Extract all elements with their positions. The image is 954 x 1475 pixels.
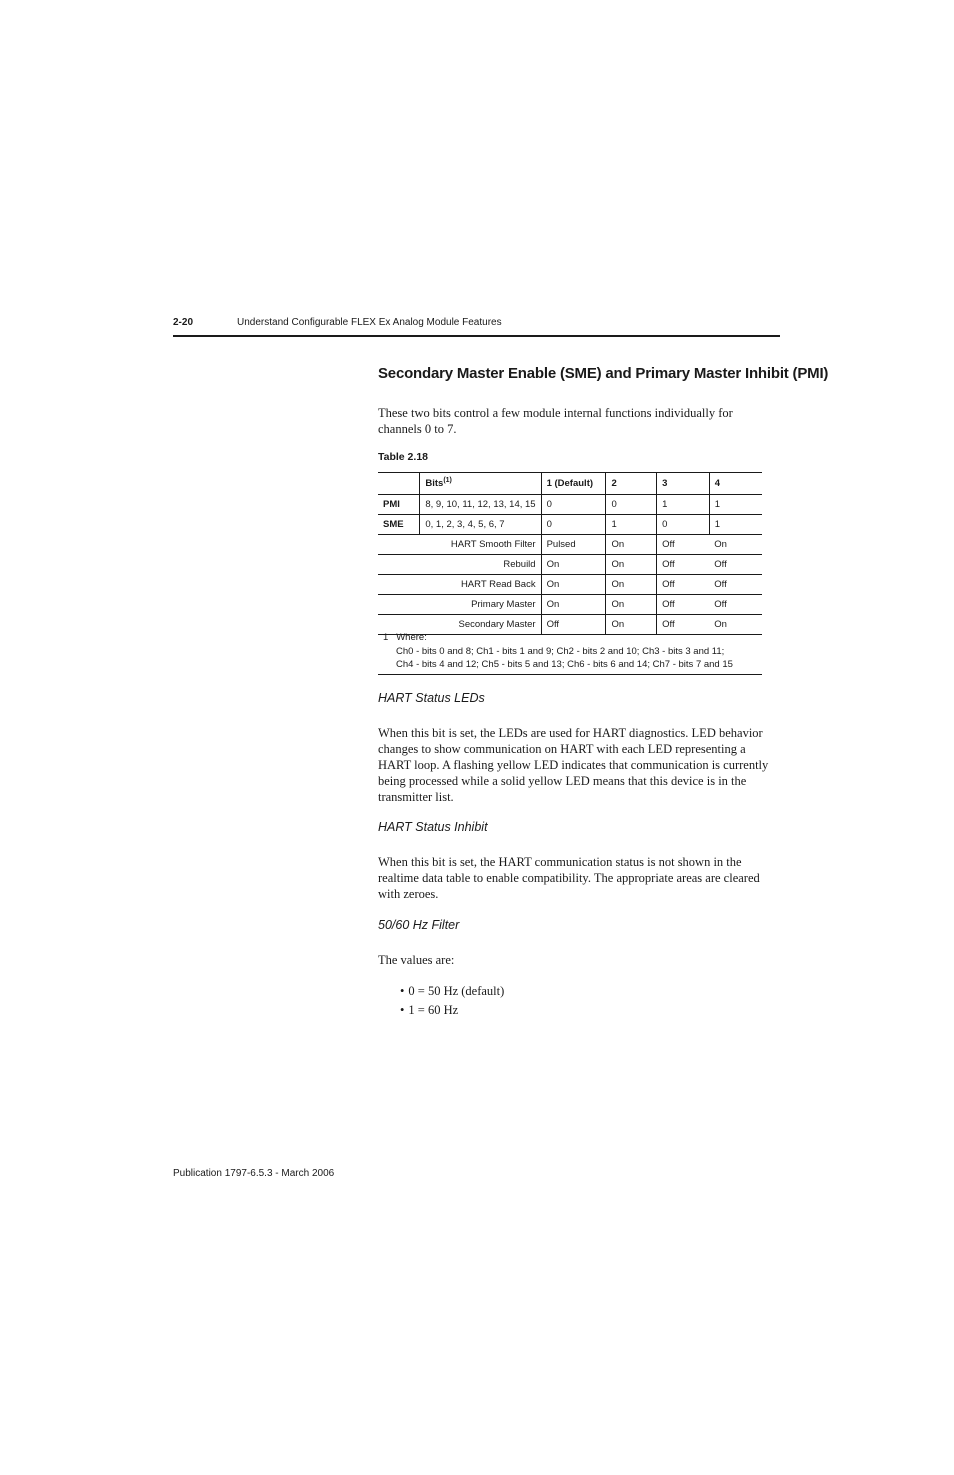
footnote-number: 1 xyxy=(383,632,389,643)
row-bits: 0, 1, 2, 3, 4, 5, 6, 7 xyxy=(420,515,541,535)
header-cell-option-1: 1 (Default) xyxy=(541,473,606,495)
cell: Off xyxy=(657,615,710,635)
function-label: HART Read Back xyxy=(378,575,541,595)
cell: Off xyxy=(657,535,710,555)
header-cell-option-2: 2 xyxy=(606,473,657,495)
hart-status-leds-body: When this bit is set, the LEDs are used for HART diagnostics. LED behavior changes to show communication on HART with each LED representing a HART loop. A flashing yellow LED indicates that communication is currently being processed while a solid yellow LED means that this device is in the transmitter list. xyxy=(378,726,769,804)
row-label: SME xyxy=(378,515,420,535)
cell: On xyxy=(541,575,606,595)
header-bits-label: Bits xyxy=(425,478,444,490)
hart-status-inhibit-heading: HART Status Inhibit xyxy=(378,820,488,834)
table-header-row xyxy=(378,473,762,495)
cell: Off xyxy=(657,555,710,575)
table-row-primary-master xyxy=(378,595,762,615)
function-label: Rebuild xyxy=(378,555,541,575)
section-title: Secondary Master Enable (SME) and Primary Master Inhibit (PMI) xyxy=(378,365,829,382)
cell: On xyxy=(606,575,657,595)
cell: 1 xyxy=(709,495,762,515)
cell: On xyxy=(606,555,657,575)
footnote-ref: (1) xyxy=(443,477,452,485)
sme-pmi-table xyxy=(378,472,762,635)
cell: Off xyxy=(709,595,762,615)
header-cell-blank xyxy=(378,473,420,495)
footnote-rule xyxy=(378,674,762,675)
cell: 1 xyxy=(657,495,710,515)
section-intro: These two bits control a few module internal functions individually for channels 0 to 7. xyxy=(378,406,733,436)
header-rule xyxy=(173,335,780,337)
cell: On xyxy=(606,615,657,635)
function-label: Secondary Master xyxy=(378,615,541,635)
page-number: 2-20 xyxy=(173,317,194,328)
filter-intro: The values are: xyxy=(378,953,455,967)
list-item: • 1 = 60 Hz xyxy=(400,1002,504,1021)
hart-status-inhibit-body: When this bit is set, the HART communication status is not shown in the realtime data table to enable compatibility. The appropriate areas are cleared with zeroes. xyxy=(378,855,760,901)
header-cell-bits xyxy=(420,473,541,495)
cell: On xyxy=(709,535,762,555)
table-row-hart-smooth-filter xyxy=(378,535,762,555)
cell: Off xyxy=(709,575,762,595)
cell: On xyxy=(541,555,606,575)
filter-heading: 50/60 Hz Filter xyxy=(378,918,460,932)
cell: 0 xyxy=(657,515,710,535)
table-caption: Table 2.18 xyxy=(378,451,428,463)
header-cell-option-3: 3 xyxy=(657,473,710,495)
function-label: Primary Master xyxy=(378,595,541,615)
table-row-pmi xyxy=(378,495,762,515)
row-bits: 8, 9, 10, 11, 12, 13, 14, 15 xyxy=(420,495,541,515)
function-label: HART Smooth Filter xyxy=(378,535,541,555)
cell: Off xyxy=(709,555,762,575)
footnote-line-1: Ch0 - bits 0 and 8; Ch1 - bits 1 and 9; Ch2 - bits 2 and 10; Ch3 - bits 3 and 11; xyxy=(396,645,725,657)
cell: On xyxy=(606,595,657,615)
list-item: • 0 = 50 Hz (default) xyxy=(400,983,504,1002)
cell: On xyxy=(709,615,762,635)
table-row-hart-read-back xyxy=(378,575,762,595)
cell: 1 xyxy=(606,515,657,535)
cell: Off xyxy=(657,595,710,615)
filter-values-list xyxy=(400,983,504,1021)
row-label: PMI xyxy=(378,495,420,515)
publication-footer: Publication 1797-6.5.3 - March 2006 xyxy=(173,1168,335,1179)
cell: Pulsed xyxy=(541,535,606,555)
footnote-head xyxy=(383,631,733,645)
cell: 0 xyxy=(606,495,657,515)
cell: 0 xyxy=(541,515,606,535)
footnote-intro: Where: xyxy=(396,632,427,643)
cell: On xyxy=(541,595,606,615)
cell: On xyxy=(606,535,657,555)
footnote-line-2: Ch4 - bits 4 and 12; Ch5 - bits 5 and 13; Ch6 - bits 6 and 14; Ch7 - bits 7 and 15 xyxy=(396,659,733,670)
cell: Off xyxy=(657,575,710,595)
cell: Off xyxy=(541,615,606,635)
cell: 1 xyxy=(709,515,762,535)
hart-status-leds-heading: HART Status LEDs xyxy=(378,691,485,705)
table-row-sme xyxy=(378,515,762,535)
table-footnote xyxy=(383,631,733,672)
header-cell-option-4: 4 xyxy=(709,473,762,495)
chapter-title: Understand Configurable FLEX Ex Analog Module Features xyxy=(237,317,502,328)
cell: 0 xyxy=(541,495,606,515)
table-row-rebuild xyxy=(378,555,762,575)
